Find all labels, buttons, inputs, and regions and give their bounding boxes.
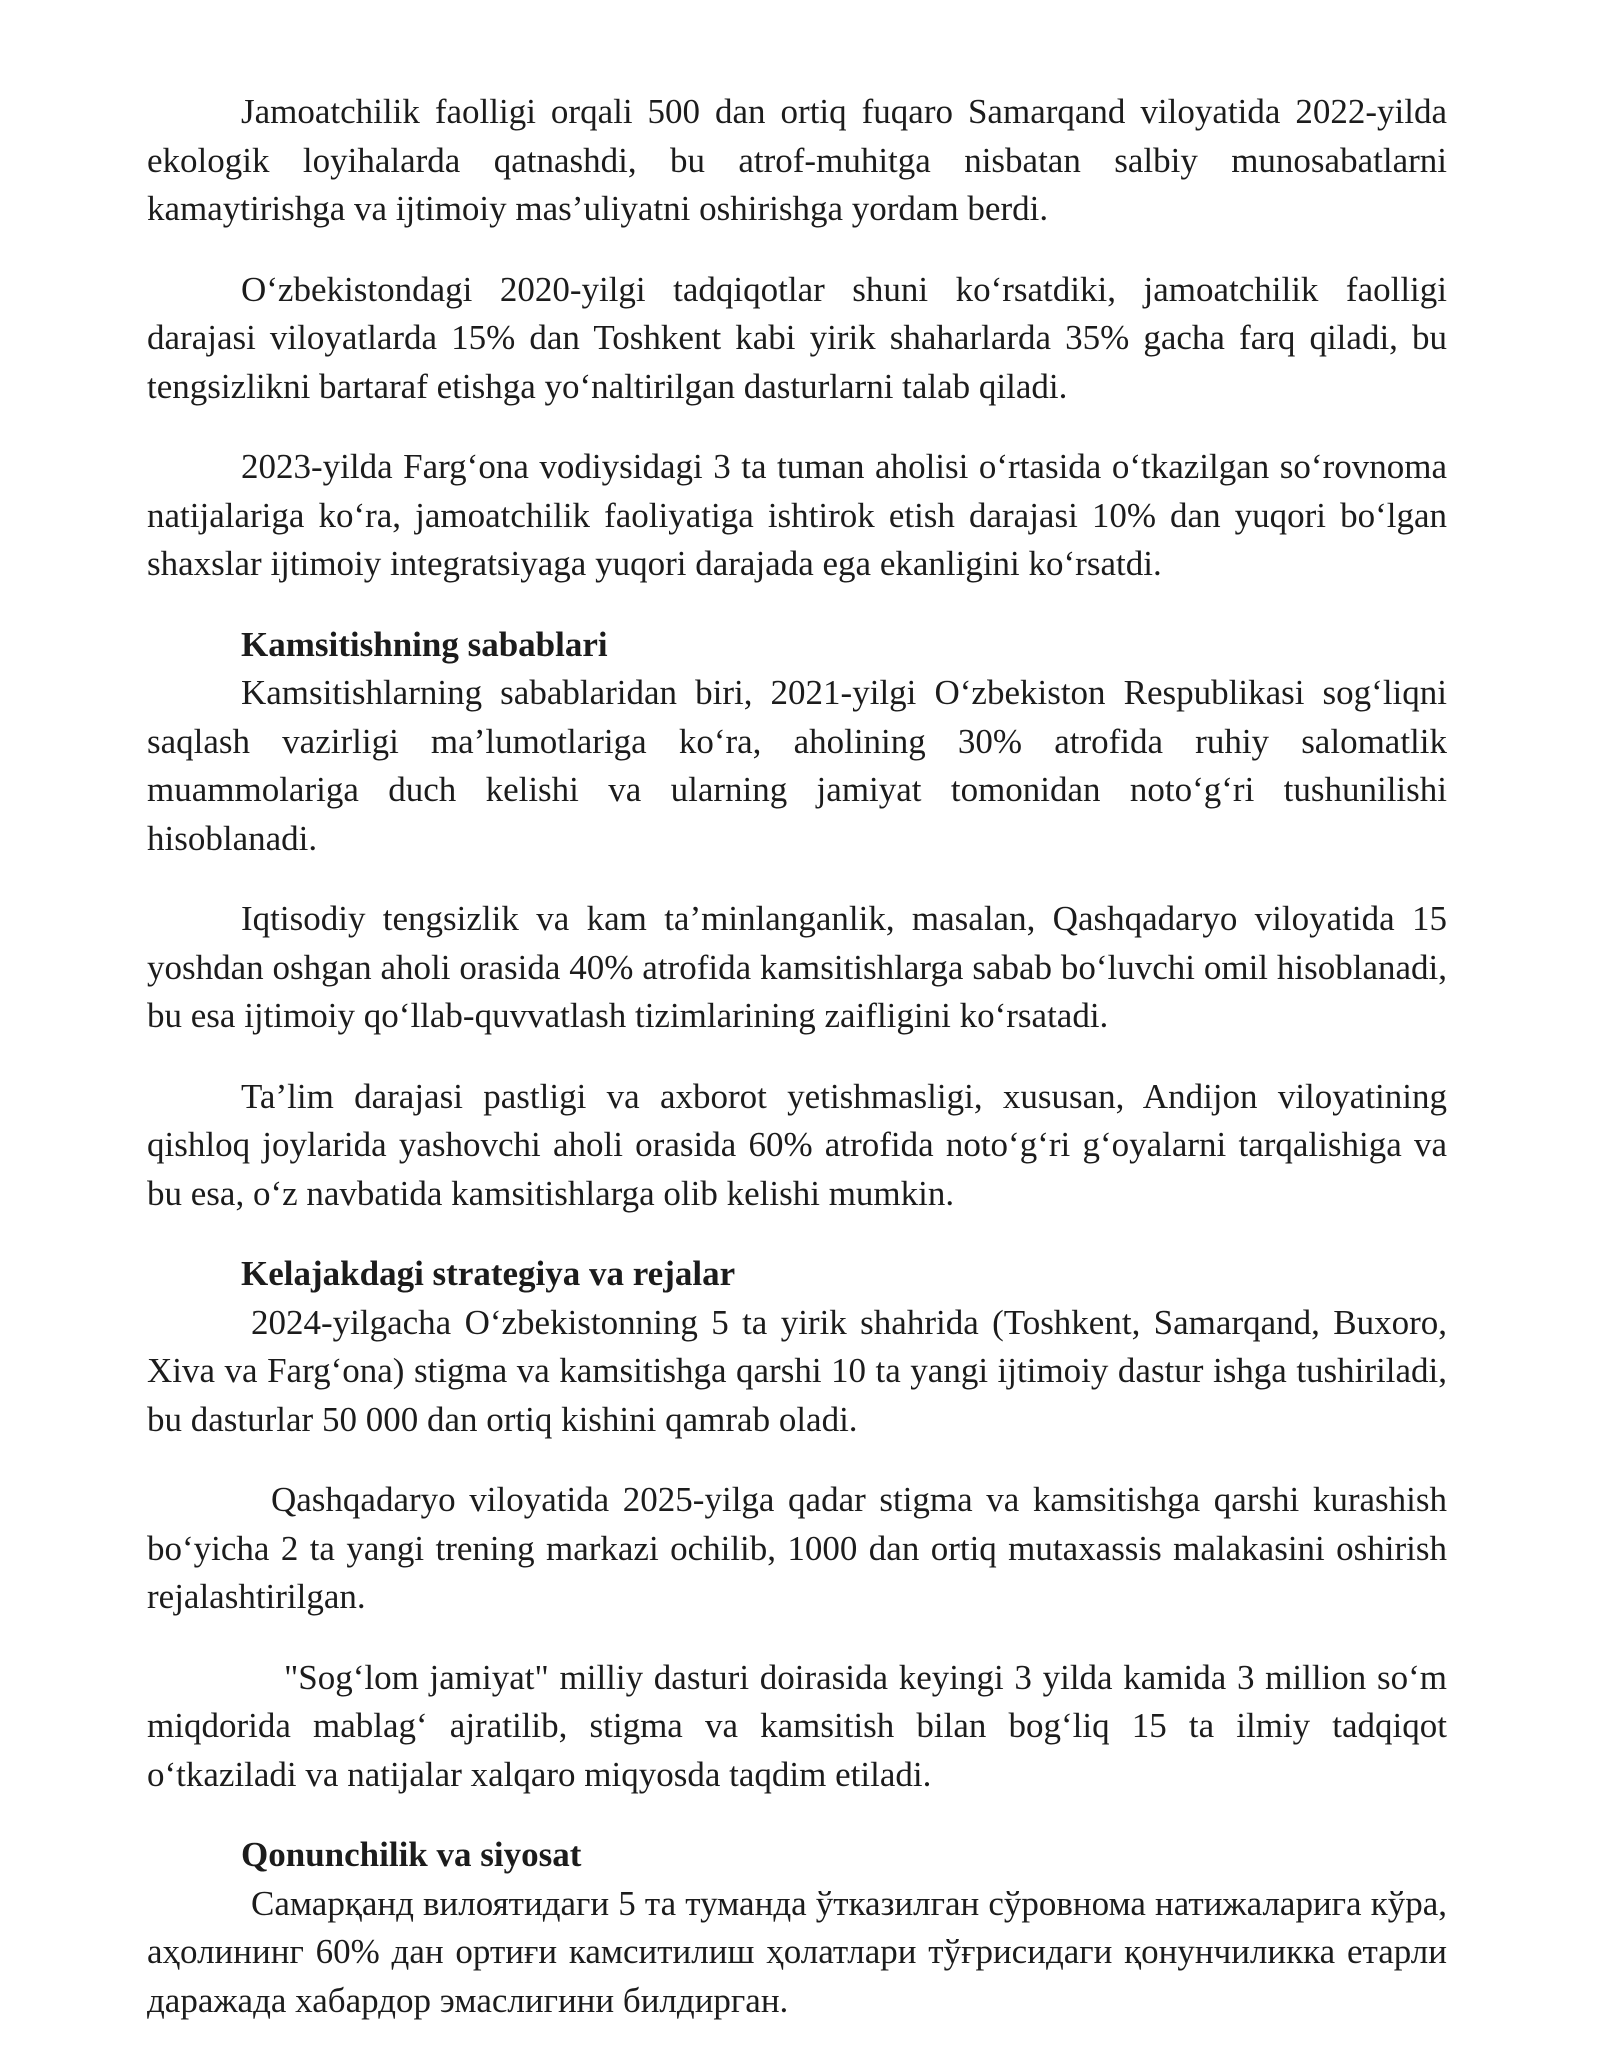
section-heading-legislation: Qonunchilik va siyosat <box>241 1835 582 1874</box>
paragraph-samarkand-survey-cyrillic: Самарқанд вилоятидаги 5 та туманда ўтказилган сўровнома натижаларига кўра, аҳолининг 60% дан ортиғи камситилиш ҳолатлари тўғрисидаги қонунчиликка етарли даражада хабардор эмаслигини билдирган. <box>147 1883 1447 2020</box>
paragraph-training-centers-2025: Qashqadaryo viloyatida 2025-yilga qadar stigma va kamsitishga qarshi kurashish bo‘yicha 2 ta yangi trening markazi ochilib, 1000 dan ortiq mutaxassis malakasini oshirish rejalashtirilgan. <box>147 1480 1447 1616</box>
paragraph-economic-inequality: Iqtisodiy tengsizlik va kam ta’minlanganlik, masalan, Qashqadaryo viloyatida 15 yoshdan oshgan aholi orasida 40% atrofida kamsitishlarga sabab bo‘luvchi omil hisoblanadi, bu esa ijtimoiy qo‘llab-quvvatlash tizimlarining zaifligini ko‘rsatadi. <box>147 899 1447 1035</box>
paragraph-research-2020: O‘zbekistondagi 2020-yilgi tadqiqotlar shuni ko‘rsatdiki, jamoatchilik faolligi darajasi viloyatlarda 15% dan Toshkent kabi yirik shaharlarda 35% gacha farq qiladi, bu tengsizlikni bartaraf etishga yo‘naltirilgan dasturlarni talab qiladi. <box>147 269 1447 406</box>
section-heading-future-strategy: Kelajakdagi strategiya va rejalar <box>241 1254 736 1293</box>
paragraph-healthy-society-program: "Sog‘lom jamiyat" milliy dasturi doirasida keyingi 3 yilda kamida 3 million so‘m miqdorida mablag‘ ajratilib, stigma va kamsitish bilan bog‘liq 15 ta ilmiy tadqiqot o‘tkaziladi va natijalar xalqaro miqyosda taqdim etiladi. <box>147 1657 1447 1794</box>
section-heading-causes: Kamsitishning sabablari <box>241 624 608 664</box>
document-page <box>147 88 1447 2057</box>
paragraph-fergana-survey-2023: 2023-yilda Farg‘ona vodiysidagi 3 ta tuman aholisi o‘rtasida o‘tkazilgan so‘rovnoma natijalariga ko‘ra, jamoatchilik faoliyatiga ishtirok etish darajasi 10% dan yuqori bo‘lgan shaxslar ijtimoiy integratsiyaga yuqori darajada ega ekanligini ko‘rsatdi. <box>147 447 1447 583</box>
paragraph-programs-2024: 2024-yilgacha O‘zbekistonning 5 ta yirik shahrida (Toshkent, Samarqand, Buxoro, Xiva va Farg‘ona) stigma va kamsitishga qarshi 10 ta yangi ijtimoiy dastur ishga tushiriladi, bu dasturlar 50 000 dan ortiq kishini qamrab oladi. <box>147 1302 1447 1439</box>
paragraph-community-activity-samarkand: Jamoatchilik faolligi orqali 500 dan ortiq fuqaro Samarqand viloyatida 2022-yilda ekologik loyihalarda qatnashdi, bu atrof-muhitga nisbatan salbiy munosabatlarni kamaytirishga va ijtimoiy mas’uliyatni oshirishga yordam berdi. <box>147 92 1447 228</box>
paragraph-health-ministry-data: Kamsitishlarning sabablaridan biri, 2021-yilgi O‘zbekiston Respublikasi sog‘liqni saqlash vazirligi ma’lumotlariga ko‘ra, aholining 30% atrofida ruhiy salomatlik muammolariga duch kelishi va ularning jamiyat tomonidan noto‘g‘ri tushunilishi hisoblanadi. <box>147 673 1447 858</box>
paragraph-education-level: Ta’lim darajasi pastligi va axborot yetishmasligi, xususan, Andijon viloyatining qishloq joylarida yashovchi aholi orasida 60% atrofida noto‘g‘ri g‘oyalarni tarqalishiga va bu esa, o‘z navbatida kamsitishlarga olib kelishi mumkin. <box>147 1076 1447 1213</box>
